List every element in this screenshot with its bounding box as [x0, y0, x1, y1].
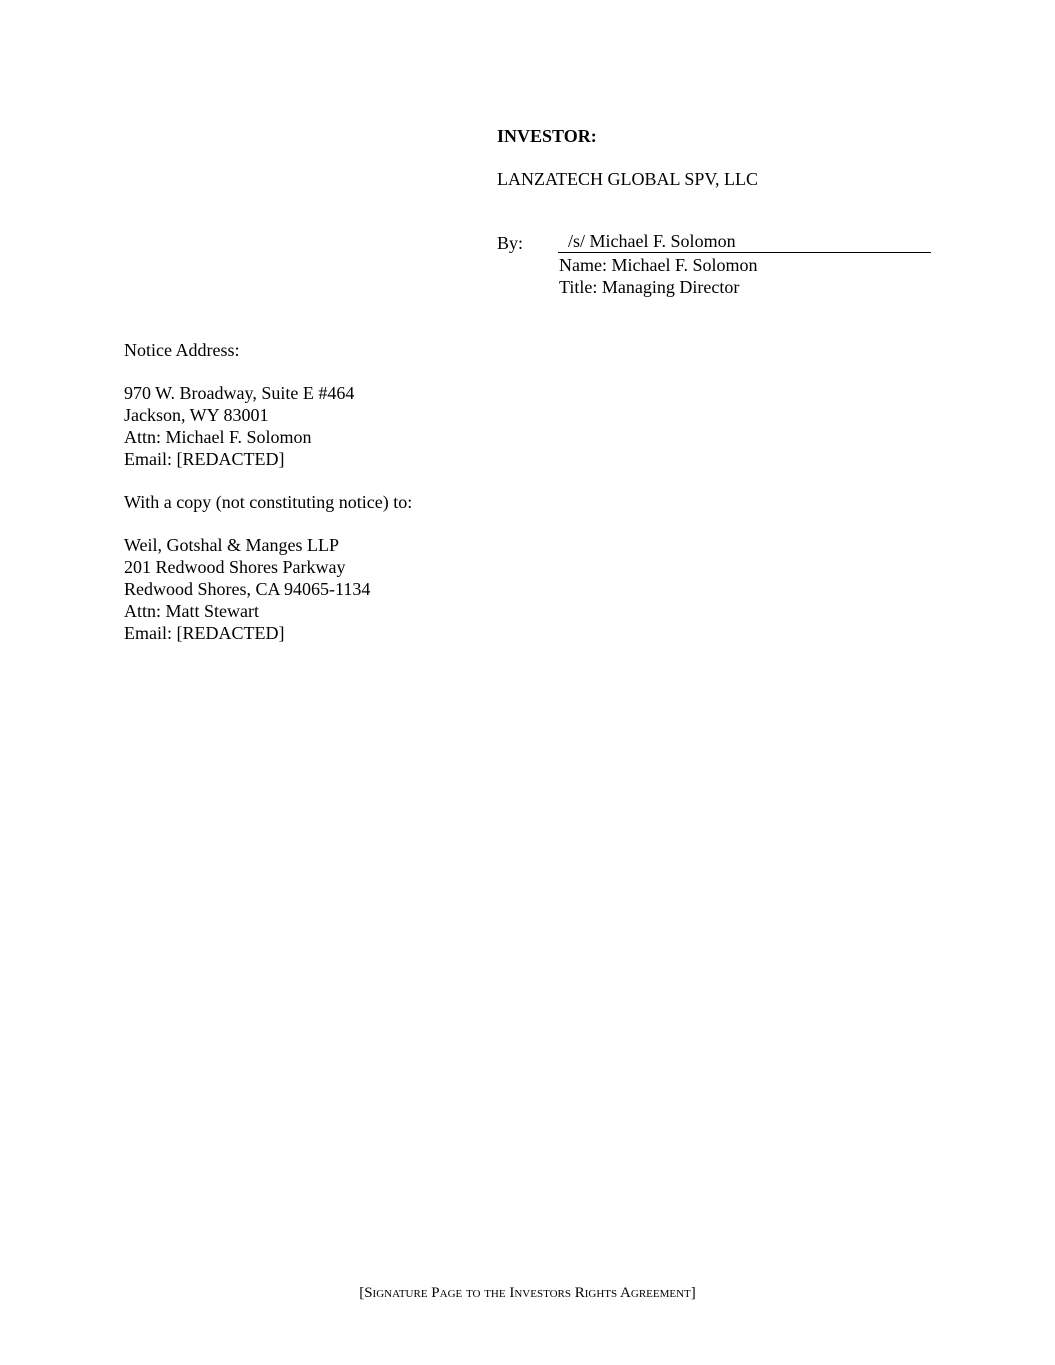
- notice-address-label: Notice Address:: [124, 340, 240, 360]
- copy-address-line: Email: [REDACTED]: [124, 623, 285, 643]
- copy-address-line: Redwood Shores, CA 94065-1134: [124, 579, 371, 599]
- copy-address-line: Weil, Gotshal & Manges LLP: [124, 535, 340, 555]
- copy-address-line: Attn: Matt Stewart: [124, 601, 259, 621]
- address-line: 970 W. Broadway, Suite E #464: [124, 383, 355, 403]
- notice-address-block: [124, 382, 354, 470]
- page-footer: [Signature Page to the Investors Rights Agreement]: [359, 1285, 696, 1301]
- signatory-name: Name: Michael F. Solomon: [559, 255, 758, 275]
- signatory-title: Title: Managing Director: [559, 277, 740, 297]
- copy-address-block: [124, 534, 370, 644]
- address-line: Jackson, WY 83001: [124, 405, 269, 425]
- copy-notice-label: With a copy (not constituting notice) to:: [124, 492, 413, 512]
- signature-text: /s/ Michael F. Solomon: [568, 231, 736, 251]
- address-line: Email: [REDACTED]: [124, 449, 285, 469]
- by-label: By:: [497, 233, 524, 253]
- copy-address-line: 201 Redwood Shores Parkway: [124, 557, 346, 577]
- address-line: Attn: Michael F. Solomon: [124, 427, 312, 447]
- investor-entity-name: LANZATECH GLOBAL SPV, LLC: [497, 169, 759, 189]
- signature-line: [558, 230, 931, 253]
- investor-heading: INVESTOR:: [497, 126, 597, 146]
